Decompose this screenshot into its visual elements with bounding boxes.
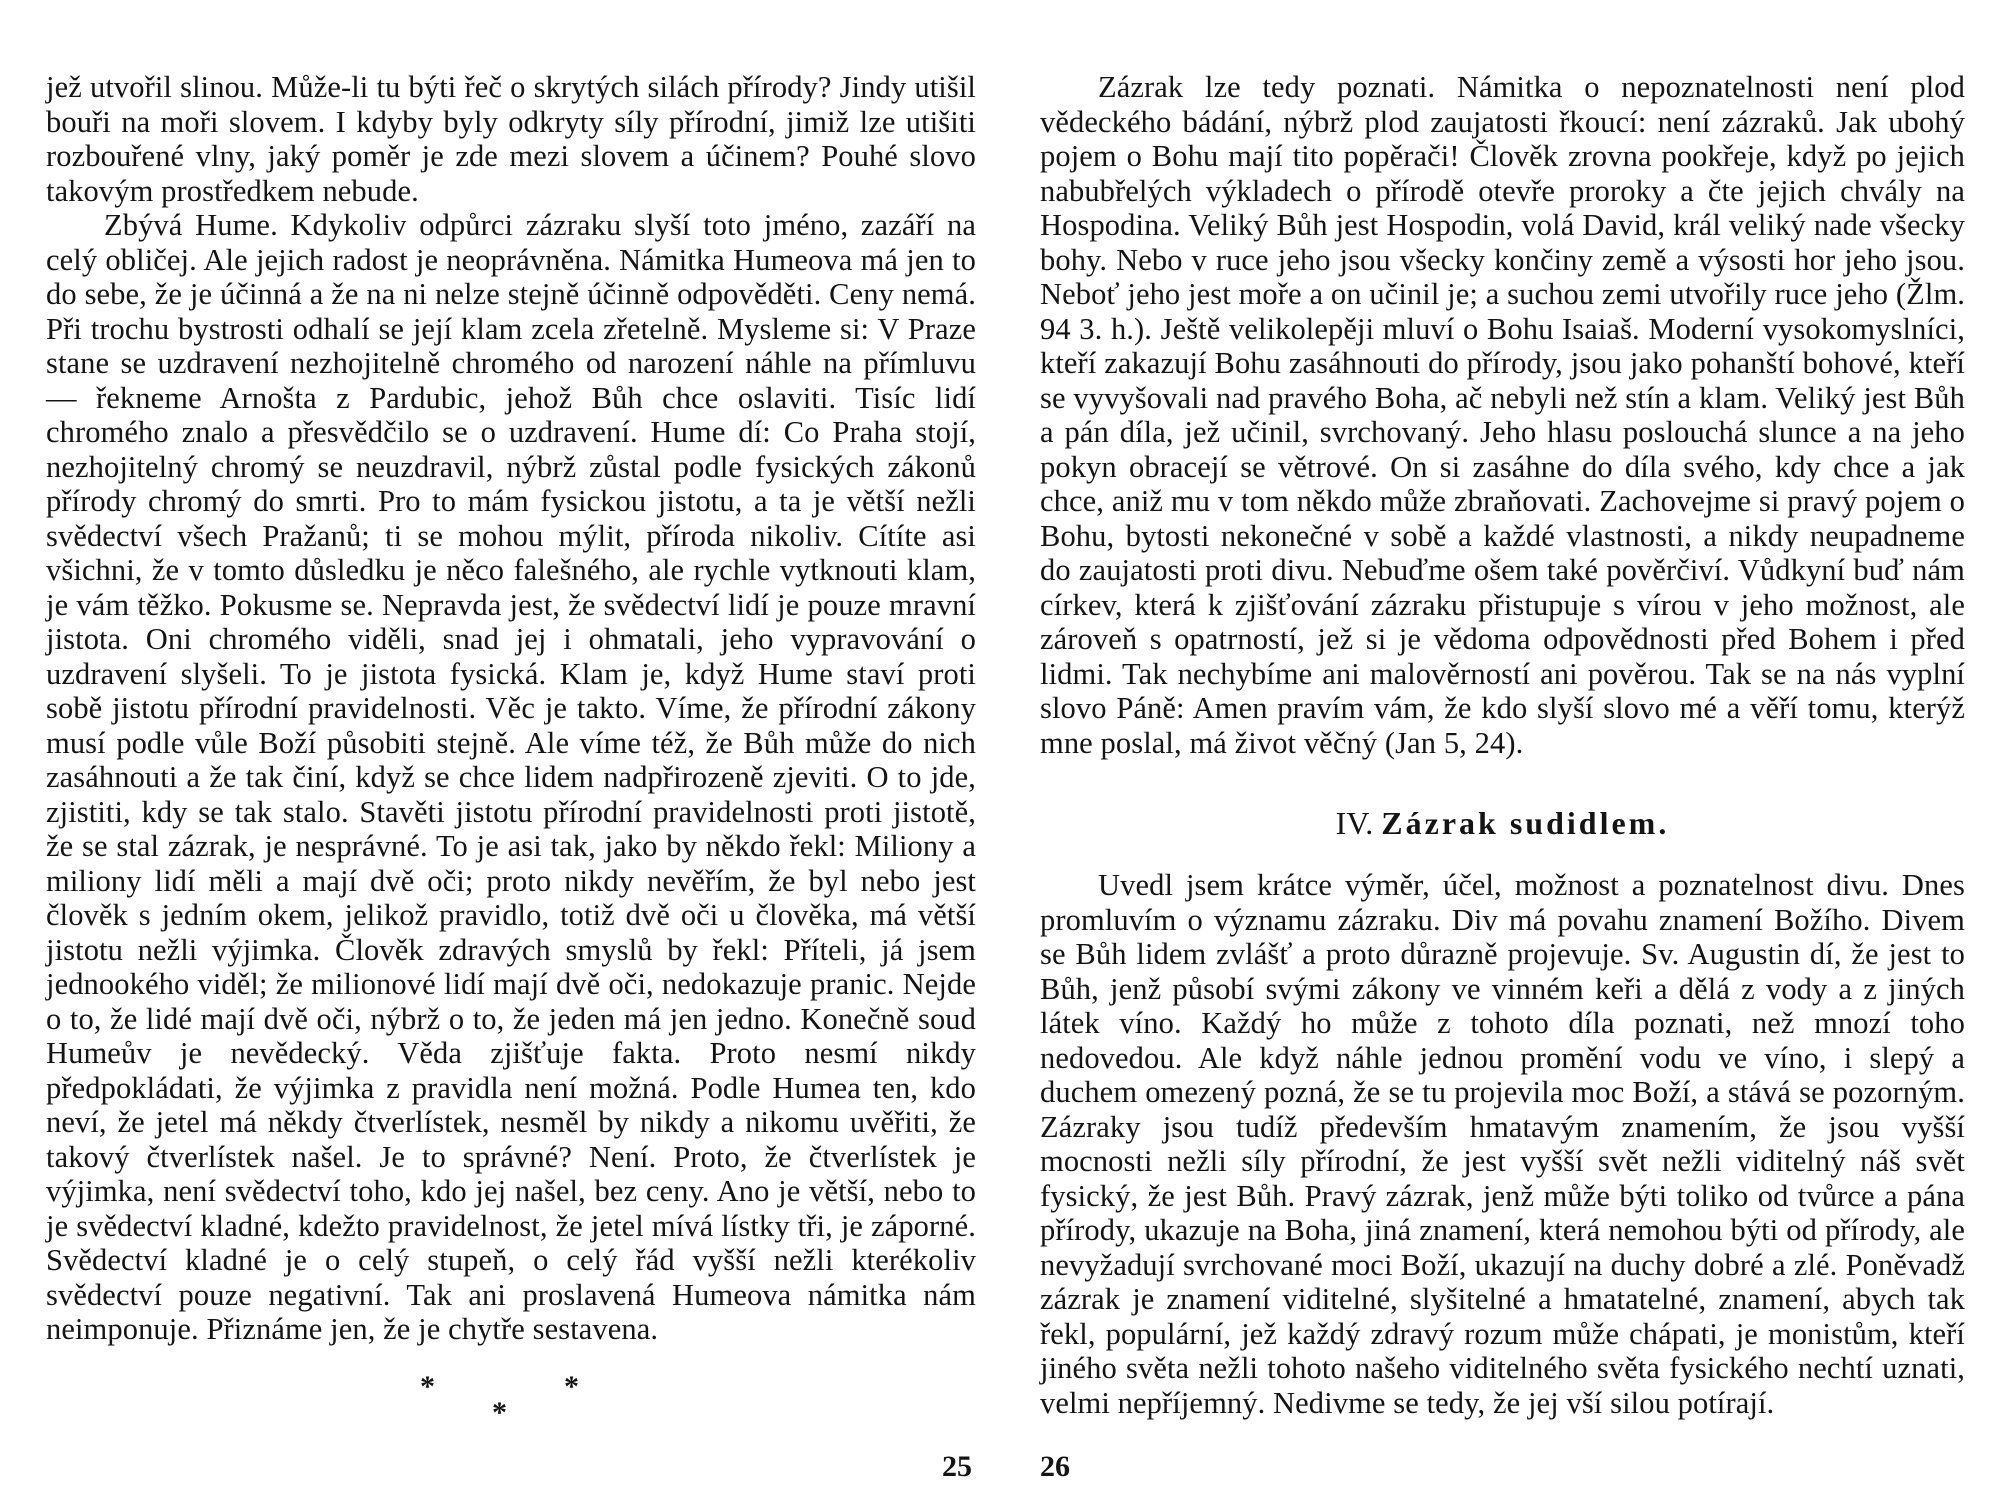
right-page xyxy=(1040,70,1965,1420)
section-number: IV. xyxy=(1335,805,1374,841)
page-number-left: 25 xyxy=(942,1450,972,1483)
ornament-star: * xyxy=(420,1370,435,1403)
section-ornament xyxy=(412,1372,602,1442)
section-heading xyxy=(1040,804,1965,842)
left-paragraph-2: Zbývá Hume. Kdykoliv odpůrci zázraku slyší toto jméno, zazáří na celý obličej. Ale jejich radost je neoprávněna. Námitka Humeova má jen to do sebe, že je účinná a že na ni nelze stejně účinně odpověděti. Ceny nemá. Při trochu bystrosti odhalí se její klam zcela zřetelně. Mysleme si: V Praze stane se uzdravení nezhojitelně chromého od narození náhle na přímluvu — řekneme Arnošta z Pardubic, jehož Bůh chce oslaviti. Tisíc lidí chromého znalo a přesvědčilo se o uzdravení. Hume dí: Co Praha stojí, nezhojitelný chromý se neuzdravil, nýbrž zůstal podle fysických zákonů přírody chromý do smrti. Pro to mám fysickou jistotu, a ta je větší nežli svědectví všech Pražanů; ti se mohou mýlit, příroda nikoliv. Cítíte asi všichni, že v tomto důsledku je něco falešného, ale rychle vytknouti klam, je vám těžko. Pokusme se. Nepravda jest, že svědectví lidí je pouze mravní jistota. Oni chromého viděli, snad jej i ohmatali, jeho vypravování o uzdravení slyšeli. To je jistota fysická. Klam je, když Hume staví proti sobě jistotu přírodní pravidelnosti. Věc je takto. Víme, že přírodní zákony musí podle vůle Boží působiti stejně. Ale víme též, že Bůh může do nich zasáhnouti a že tak činí, když se chce lidem nadpřirozeně zjeviti. O to jde, zjistiti, kdy se tak stalo. Stavěti jistotu přírodní pravidelnosti proti jistotě, že se stal zázrak, je nesprávné. To je asi tak, jako by někdo řekl: Miliony a miliony lidí měli a mají dvě oči; proto nikdy nevěřím, že byl nebo jest člověk s jedním okem, jelikož pravidlo, totiž dvě oči u člověka, má větší jistotu nežli výjimka. Člověk zdravých smyslů by řekl: Příteli, já jsem jednookého viděl; že milionové lidí mají dvě oči, nedokazuje pranic. Nejde o to, že lidé mají dvě oči, nýbrž o to, že jeden má jen jedno. Konečně soud Humeův je nevědecký. Věda zjišťuje fakta. Proto nesmí nikdy předpokládati, že výjimka z pravidla není možná. Podle Humea ten, kdo neví, že jetel má někdy čtverlístek, nesměl by nikdy a nikomu uvěřiti, že takový čtverlístek našel. Je to správné? Není. Proto, že čtverlístek je výjimka, není svědectví toho, kdo jej našel, bez ceny. Ano je větší, nebo to je svědectví kladné, kdežto pravidelnost, že jetel mívá lístky tři, je záporné. Svědectví kladné je o celý stupeň, o celý řád vyšší nežli kterékoliv svědectví pouze negativní. Tak ani proslavená Humeova námitka nám neimponuje. Přiznáme jen, že je chytře sestavena. xyxy=(46,208,976,1346)
page-number-right: 26 xyxy=(1040,1450,1070,1483)
ornament-star: * xyxy=(492,1396,507,1429)
right-paragraph-2: Uvedl jsem krátce výměr, účel, možnost a poznatelnost divu. Dnes promluvím o významu zázraku. Div má povahu znamení Božího. Divem se Bůh lidem zvlášť a proto důrazně projevuje. Sv. Augustin dí, že jest to Bůh, jenž působí svými zákony ve vinném keři a dělá z vody a z jiných látek víno. Každý ho může z tohoto díla poznati, než mnozí toho nedovedou. Ale když náhle jednou promění vodu ve víno, i slepý a duchem omezený pozná, že se tu projevila moc Boží, a stává se pozorným. Zázraky jsou tudíž především hmatavým znamením, že jsou vyšší mocnosti nežli síly přírodní, že jest vyšší svět nežli viditelný náš svět fysický, že jest Bůh. Pravý zázrak, jenž může býti toliko od tvůrce a pána přírody, ukazuje na Boha, jiná znamení, která nemohou býti od přírody, ale nevyžadují svrchované moci Boží, ukazují na duchy dobré a zlé. Poněvadž zázrak je znamení viditelné, slyšitelné a hmatatelné, znamení, abych tak řekl, populární, jež každý zdravý rozum může chápati, je monistům, kteří jiného světa nežli tohoto našeho viditelného světa fysického nechtí uznati, velmi nepříjemný. Nedivme se tedy, že jej vší silou potírají. xyxy=(1040,868,1965,1420)
left-paragraph-1: jež utvořil slinou. Může-li tu býti řeč o skrytých silách přírody? Jindy utišil bouři na moři slovem. I kdyby byly odkryty síly přírodní, jimiž lze utišiti rozbouřené vlny, jaký poměr je zde mezi slovem a účinem? Pouhé slovo takovým prostředkem nebude. xyxy=(46,70,976,208)
right-paragraph-1: Zázrak lze tedy poznati. Námitka o nepoznatelnosti není plod vědeckého bádání, nýbrž plod zaujatosti řkoucí: není zázraků. Jak ubohý pojem o Bohu mají tito popěrači! Člověk zrovna pookřeje, když po jejich nabubřelých výkladech o přírodě otevře proroky a čte jejich chvály na Hospodina. Veliký Bůh jest Hospodin, volá David, král veliký nade všecky bohy. Nebo v ruce jeho jsou všecky končiny země a výsosti hor jeho jsou. Neboť jeho jest moře a on učinil je; a suchou zemi utvořily ruce jeho (Žlm. 94 3. h.). Ještě velikolepěji mluví o Bohu Isaiaš. Moderní vysokomyslníci, kteří zakazují Bohu zasáhnouti do přírody, jsou jako pohanští bohové, kteří se vyvyšovali nad pravého Boha, ač nebyli než stín a klam. Veliký jest Bůh a pán díla, jež učinil, svrchovaný. Jeho hlasu poslouchá slunce a na jeho pokyn obracejí se větrové. On si zasáhne do díla svého, kdy chce a jak chce, aniž mu v tom někdo může zbraňovati. Zachovejme si pravý pojem o Bohu, bytosti nekonečné v sobě a každé vlastnosti, a nikdy neupadneme do zaujatosti proti divu. Nebuďme ošem také pověrčiví. Vůdkyní buď nám církev, která k zjišťování zázraku přistupuje s vírou v jeho možnost, ale zároveň s opatrností, jež si je vědoma odpovědnosti před Bohem i před lidmi. Tak nechybíme ani malověrností ani pověrou. Tak se na nás vyplní slovo Páně: Amen pravím vám, že kdo slyší slovo mé a věří tomu, kterýž mne poslal, má život věčný (Jan 5, 24). xyxy=(1040,70,1965,760)
section-title: Zázrak sudidlem. xyxy=(1381,805,1670,841)
left-page xyxy=(46,70,976,1347)
ornament-star: * xyxy=(564,1370,579,1403)
